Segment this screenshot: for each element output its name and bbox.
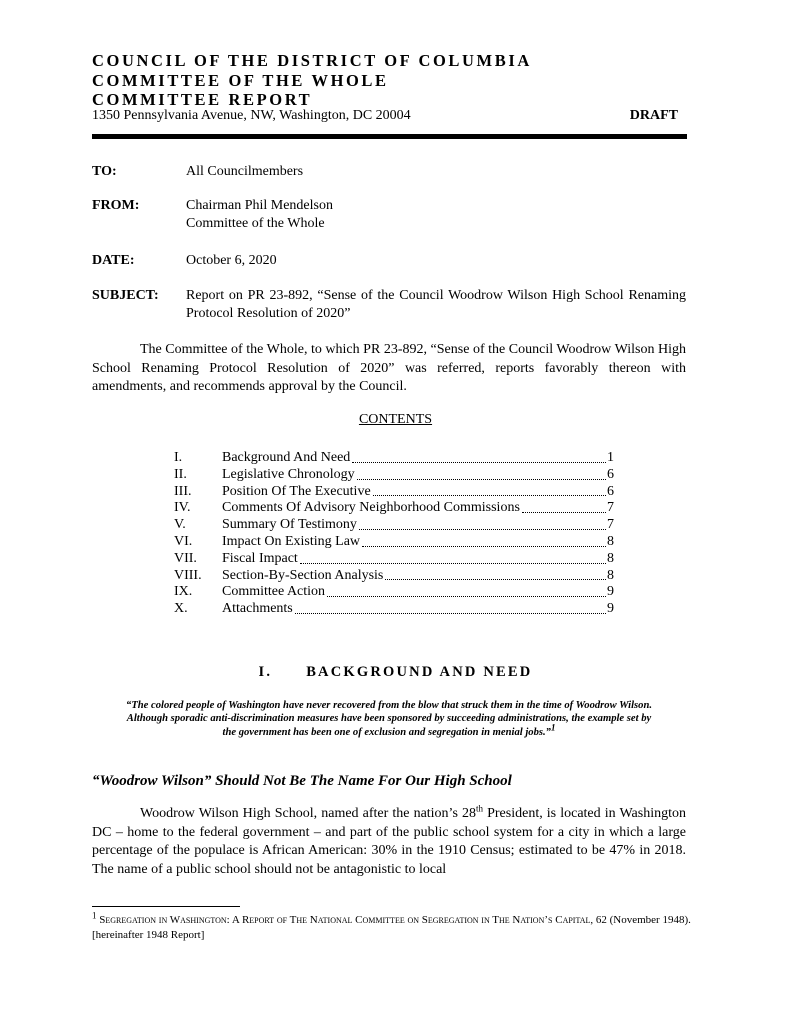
toc-label: Attachments <box>222 601 293 617</box>
toc-label: Committee Action <box>222 584 326 600</box>
toc-page: 8 <box>607 550 614 566</box>
council-address: 1350 Pennsylvania Avenue, NW, Washington, DC 20004 <box>92 108 411 123</box>
toc-entry[interactable] <box>174 601 614 618</box>
toc-leader <box>522 500 606 513</box>
from-value-committee: Committee of the Whole <box>186 216 325 231</box>
body-text-1: Woodrow Wilson High School, named after the nation’s 28 <box>140 806 476 821</box>
toc-leader <box>385 568 606 581</box>
toc-number: III. <box>174 483 192 499</box>
draft-label: DRAFT <box>629 108 678 123</box>
toc-number: VIII. <box>174 567 202 583</box>
toc-label: Section-By-Section Analysis <box>222 567 384 583</box>
toc-label: Position Of The Executive <box>222 483 371 499</box>
toc-label: Impact On Existing Law <box>222 533 361 549</box>
toc-number: II. <box>174 466 187 482</box>
subject-label: SUBJECT: <box>92 288 159 303</box>
footnote-citation: , 62 (November 1948). [hereinafter 1948 Report] <box>92 914 691 941</box>
toc-entry[interactable] <box>174 517 614 534</box>
header-rule <box>92 134 687 139</box>
date-value: October 6, 2020 <box>186 253 277 268</box>
contents-title: CONTENTS <box>358 412 433 427</box>
toc-leader <box>352 450 606 463</box>
date-label: DATE: <box>92 253 135 268</box>
toc-number: X. <box>174 601 188 617</box>
toc-number: VI. <box>174 533 193 549</box>
subject-value: Report on PR 23-892, “Sense of the Council Woodrow Wilson High School Renaming Protocol Resolution of 2020” <box>186 288 686 321</box>
toc-page: 9 <box>607 601 614 617</box>
toc-page: 7 <box>607 517 614 533</box>
toc-page: 1 <box>607 450 614 465</box>
to-value: All Councilmembers <box>186 164 304 179</box>
council-name: COUNCIL OF THE DISTRICT OF COLUMBIA <box>92 51 532 70</box>
toc-number: IX. <box>174 584 193 600</box>
toc-entry[interactable] <box>174 467 614 484</box>
toc-label: Legislative Chronology <box>222 466 355 482</box>
toc-page: 6 <box>607 483 614 499</box>
toc-leader <box>359 517 606 530</box>
toc-entry[interactable] <box>174 551 614 568</box>
quote-footnote-ref: 1 <box>550 722 556 733</box>
toc-leader <box>373 484 606 497</box>
subheading: “Woodrow Wilson” Should Not Be The Name For Our High School <box>92 773 512 789</box>
committee-name: COMMITTEE OF THE WHOLE <box>92 70 389 90</box>
report-type: COMMITTEE REPORT <box>92 90 313 109</box>
toc-label: Summary Of Testimony <box>222 517 357 533</box>
body-text-2: President, is located in Washington DC – home to the federal government – and part of the public school system for a city in which a large percentage of the populace is African American: 30% in the 1910 Census; estimated to be 47% in 2018. The name of a public school should not be antagonistic to local <box>92 806 686 877</box>
toc-leader <box>295 601 606 614</box>
ordinal-suffix: th <box>476 803 484 814</box>
toc-label: Background And Need <box>222 450 351 465</box>
from-value-name: Chairman Phil Mendelson <box>186 198 333 213</box>
toc-entry[interactable] <box>174 568 614 585</box>
toc-entry[interactable] <box>174 534 614 551</box>
footnote <box>92 910 692 943</box>
footnote-rule <box>92 906 240 907</box>
report-header <box>92 51 532 110</box>
toc-entry[interactable] <box>174 500 614 517</box>
from-label: FROM: <box>92 198 140 213</box>
toc-page: 6 <box>607 466 614 482</box>
toc-leader <box>357 467 606 480</box>
toc-number: V. <box>174 517 186 533</box>
toc-entry[interactable] <box>174 584 614 601</box>
section-title: BACKGROUND AND NEED <box>306 664 533 680</box>
toc-leader <box>327 584 606 597</box>
toc-page: 8 <box>607 533 614 549</box>
toc-page: 8 <box>607 567 614 583</box>
toc-leader <box>362 534 606 547</box>
toc-number: I. <box>174 450 183 465</box>
toc-entry[interactable] <box>174 450 614 467</box>
section-number: I. <box>258 664 273 680</box>
body-paragraph <box>92 805 686 879</box>
toc-number: IV. <box>174 500 191 516</box>
toc-leader <box>300 551 606 564</box>
toc-label: Comments Of Advisory Neighborhood Commissions <box>222 500 520 516</box>
toc-page: 7 <box>607 500 614 516</box>
to-label: TO: <box>92 164 117 179</box>
quote-text: “The colored people of Washington have never recovered from the blow that struck them in the time of Woodrow Wilson. Although sporadic anti-discrimination measures have been sponsored by succeeding administrations, the example set by the government has been one of exclusion and segregation in menial jobs.” <box>126 700 652 738</box>
toc-number: VII. <box>174 550 197 566</box>
toc-label: Fiscal Impact <box>222 550 298 566</box>
section-heading <box>0 664 791 681</box>
toc-entry[interactable] <box>174 484 614 501</box>
table-of-contents <box>174 450 614 618</box>
epigraph-quote <box>126 699 652 739</box>
footnote-number: 1 <box>92 910 97 921</box>
footnote-title: Segregation in Washington: A Report of The National Committee on Segregation in The Nation’s Capital <box>99 914 591 926</box>
toc-page: 9 <box>607 584 614 600</box>
intro-paragraph: The Committee of the Whole, to which PR 23-892, “Sense of the Council Woodrow Wilson High School Renaming Protocol Resolution of 2020” was referred, reports favorably thereon with amendments, and recommends approval by the Council. <box>92 342 686 394</box>
